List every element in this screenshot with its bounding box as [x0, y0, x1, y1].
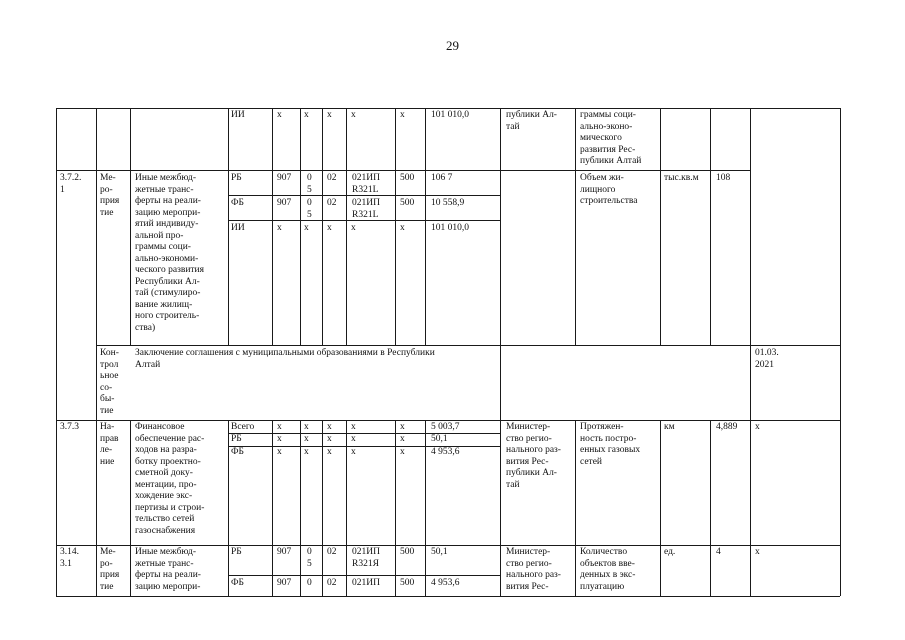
cell-amount: 101 010,0	[431, 110, 469, 120]
cell-amount: 101 010,0	[431, 223, 469, 233]
cell-rz: х	[304, 434, 309, 444]
cell-amount: 106 7	[431, 173, 453, 183]
page-number: 29	[446, 38, 459, 53]
cell-grbs: х	[277, 447, 282, 457]
cell-amount: 4 953,6	[431, 578, 460, 588]
cell-number: 3.7.3	[60, 422, 79, 432]
cell-pr: 02	[327, 198, 337, 208]
column-divider	[425, 108, 426, 345]
cell-number: 3.14. 3.1	[60, 547, 79, 569]
cell-pr: 02	[327, 547, 337, 557]
cell-csr: х	[351, 110, 356, 120]
cell-value: 4	[716, 547, 721, 557]
column-divider	[346, 108, 347, 345]
column-divider	[130, 108, 131, 345]
cell-grbs: 907	[277, 173, 292, 183]
cell-executor: публики Ал- тай	[506, 110, 557, 132]
column-divider	[660, 108, 661, 345]
column-divider	[322, 420, 323, 596]
cell-pr: 02	[327, 173, 337, 183]
cell-rz: 0	[307, 578, 312, 588]
cell-number: 3.7.2. 1	[60, 173, 82, 195]
table-border-right	[840, 108, 841, 596]
cell-unit: тыс.кв.м	[664, 173, 699, 183]
cell-csr: 021ИП R321L	[352, 173, 380, 195]
column-divider	[710, 420, 711, 596]
cell-csr: х	[351, 422, 356, 432]
cell-pr: х	[327, 110, 332, 120]
row-divider	[56, 170, 750, 171]
cell-name: Финансовое обеспечение рас- ходов на разра- ботку проектно- сметной доку- ментации, про- хождение экс- пертизы и строи- тельство сетей газоснабжения	[135, 422, 205, 536]
cell-rz: х	[304, 422, 309, 432]
cell-vr: х	[400, 447, 405, 457]
cell-amount: 50,1	[431, 434, 448, 444]
column-divider	[272, 108, 273, 345]
cell-rz: 0 5	[307, 198, 312, 220]
cell-pr: х	[327, 223, 332, 233]
row-divider	[96, 345, 840, 346]
cell-executor: Министер- ство регио- нального раз- вития Рес-	[506, 547, 561, 592]
cell-vr: 500	[400, 547, 415, 557]
cell-source: РБ	[231, 434, 242, 444]
cell-grbs: 907	[277, 547, 292, 557]
column-divider	[710, 108, 711, 345]
cell-amount: 50,1	[431, 547, 448, 557]
cell-amount: 10 558,9	[431, 198, 465, 208]
column-divider	[228, 108, 229, 345]
cell-value: 108	[716, 173, 731, 183]
column-divider	[322, 108, 323, 345]
column-divider	[272, 420, 273, 596]
cell-source: ФБ	[231, 578, 244, 588]
column-divider	[300, 420, 301, 596]
cell-amount: 4 953,6	[431, 447, 460, 457]
column-divider	[500, 108, 501, 596]
cell-rz: х	[304, 447, 309, 457]
cell-vr: 500	[400, 173, 415, 183]
cell-source: РБ	[231, 547, 242, 557]
table-border-top	[56, 108, 840, 109]
cell-grbs: х	[277, 110, 282, 120]
table-border-bottom	[56, 596, 840, 597]
cell-indicator: граммы соци- ально-эконо- мического развития Рес- публики Алтай	[580, 110, 642, 166]
cell-grbs: х	[277, 434, 282, 444]
cell-source: ФБ	[231, 198, 244, 208]
column-divider	[750, 108, 751, 596]
cell-type: На- прав ле- ние	[100, 422, 119, 467]
cell-csr: 021ИП R321Я	[352, 547, 380, 569]
cell-grbs: 907	[277, 578, 292, 588]
cell-amount: 5 003,7	[431, 422, 460, 432]
column-divider	[575, 108, 576, 345]
cell-source: ИИ	[231, 223, 245, 233]
cell-unit: ед.	[664, 547, 676, 557]
cell-vr: х	[400, 223, 405, 233]
cell-name: Иные межбюд- жетные транс- ферты на реали- зацию меропри-	[135, 547, 201, 592]
cell-executor: Министер- ство регио- нального раз- вития Рес- публики Ал- тай	[506, 422, 561, 490]
cell-csr: 021ИП R321L	[352, 198, 380, 220]
cell-name: Иные межбюд- жетные транс- ферты на реали- зацию меропри- ятий индивиду- альной про- граммы соци- ально-экономи- ческого развития Республики Ал- тай (стимулиро- вание жилищ- ного строитель- ства)	[135, 173, 205, 333]
cell-value: 4,889	[716, 422, 738, 432]
cell-rz: х	[304, 223, 309, 233]
cell-source: Всего	[231, 422, 255, 432]
cell-grbs: х	[277, 422, 282, 432]
row-divider	[56, 420, 840, 421]
control-event-text: Заключение соглашения с муниципальными образованиями в Республики Алтай	[135, 348, 435, 370]
cell-pr: х	[327, 447, 332, 457]
column-divider	[395, 108, 396, 345]
column-divider	[575, 420, 576, 596]
cell-vr: х	[400, 422, 405, 432]
cell-unit: км	[664, 422, 675, 432]
cell-grbs: х	[277, 223, 282, 233]
column-divider	[395, 420, 396, 596]
cell-csr: х	[351, 223, 356, 233]
table-border-left	[56, 108, 57, 596]
cell-type: Ме- ро- прия тие	[100, 547, 120, 592]
cell-pr: 02	[327, 578, 337, 588]
cell-source: ФБ	[231, 447, 244, 457]
cell-value-2: х	[755, 547, 760, 557]
cell-pr: х	[327, 422, 332, 432]
column-divider	[96, 108, 97, 596]
column-divider	[425, 420, 426, 596]
cell-source: РБ	[231, 173, 242, 183]
cell-value-2: х	[755, 422, 760, 432]
cell-rz: х	[304, 110, 309, 120]
cell-vr: х	[400, 434, 405, 444]
column-divider	[300, 108, 301, 345]
cell-type: Кон- трол ьное со- бы- тие	[100, 348, 119, 416]
column-divider	[660, 420, 661, 596]
cell-vr: х	[400, 110, 405, 120]
cell-csr: х	[351, 447, 356, 457]
cell-indicator: Протяжен- ность постро- енных газовых сетей	[580, 422, 641, 467]
column-divider	[130, 420, 131, 596]
cell-rz: 0 5	[307, 547, 312, 569]
cell-vr: 500	[400, 198, 415, 208]
column-divider	[346, 420, 347, 596]
cell-indicator: Количество объектов вве- денных в экс- плуатацию	[580, 547, 636, 592]
control-event-date: 01.03. 2021	[755, 348, 779, 370]
row-divider	[228, 575, 500, 576]
cell-csr: 021ИП	[352, 578, 380, 588]
cell-source: ИИ	[231, 110, 245, 120]
cell-type: Ме- ро- прия тие	[100, 173, 120, 218]
cell-csr: х	[351, 434, 356, 444]
cell-rz: 0 5	[307, 173, 312, 195]
cell-grbs: 907	[277, 198, 292, 208]
cell-vr: 500	[400, 578, 415, 588]
column-divider	[228, 420, 229, 596]
cell-pr: х	[327, 434, 332, 444]
row-divider	[56, 545, 840, 546]
cell-indicator: Объем жи- лищного строительства	[580, 173, 638, 206]
